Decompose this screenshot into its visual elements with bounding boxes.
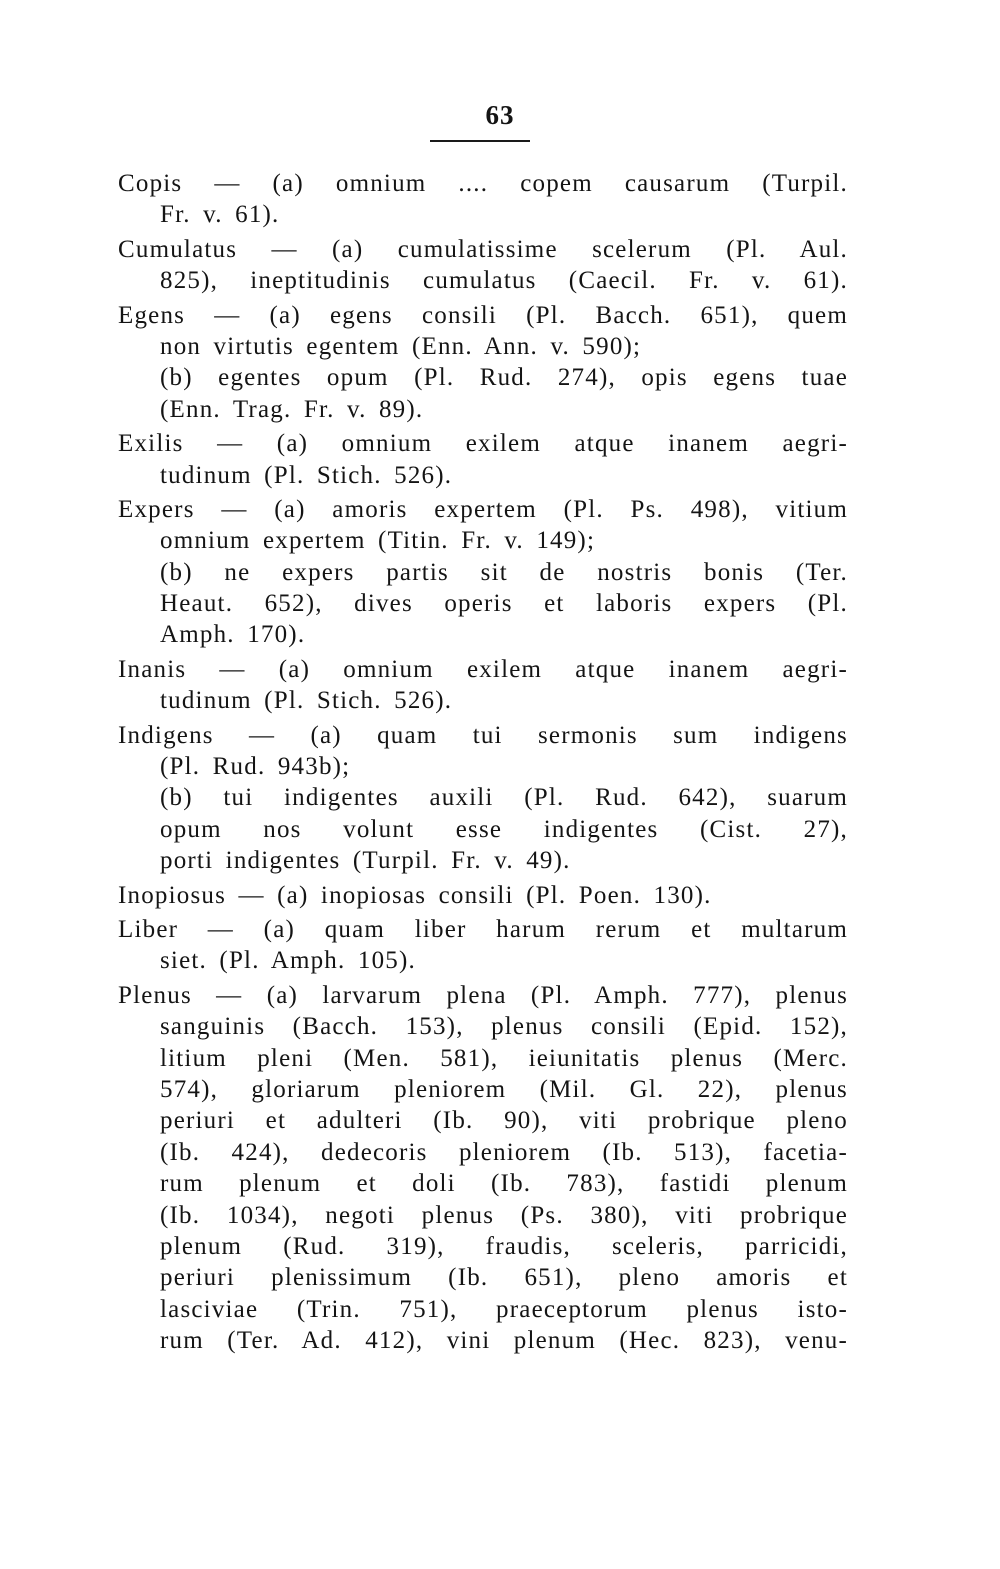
text-line-continuation: (Ib. 424), dedecoris pleniorem (Ib. 513), facetia- bbox=[160, 1138, 848, 1166]
text-line-continuation: opum nos volunt esse indigentes (Cist. 27), bbox=[160, 815, 848, 843]
text-line-continuation: (Pl. Rud. 943b); bbox=[160, 753, 351, 781]
text-line-continuation: Heaut. 652), dives operis et laboris expers (Pl. bbox=[160, 590, 848, 618]
text-line-entry: Indigens — (a) quam tui sermonis sum indigens bbox=[118, 721, 848, 749]
body-text bbox=[118, 168, 848, 1356]
text-line-continuation: periuri et adulteri (Ib. 90), viti probrique pleno bbox=[160, 1107, 848, 1135]
text-line-continuation: periuri plenissimum (Ib. 651), pleno amoris et bbox=[160, 1264, 848, 1292]
text-line-entry: Expers — (a) amoris expertem (Pl. Ps. 498), vitium bbox=[118, 495, 848, 523]
text-line-continuation: (Enn. Trag. Fr. v. 89). bbox=[160, 395, 424, 423]
text-line-continuation: 825), ineptitudinis cumulatus (Caecil. Fr. v. 61). bbox=[160, 267, 848, 295]
text-line-continuation: porti indigentes (Turpil. Fr. v. 49). bbox=[160, 847, 571, 875]
text-line-continuation: litium pleni (Men. 581), ieiunitatis plenus (Merc. bbox=[160, 1044, 848, 1072]
header-rule bbox=[430, 140, 530, 142]
text-line-continuation: lasciviae (Trin. 751), praeceptorum plenus isto- bbox=[160, 1295, 848, 1323]
text-line-continuation: Amph. 170). bbox=[160, 621, 306, 649]
text-line-continuation: (b) ne expers partis sit de nostris bonis (Ter. bbox=[160, 558, 848, 586]
text-line-entry: Inopiosus — (a) inopiosas consili (Pl. Poen. 130). bbox=[118, 881, 712, 909]
text-line-entry: Copis — (a) omnium .... copem causarum (Turpil. bbox=[118, 170, 848, 197]
text-line-entry: Plenus — (a) larvarum plena (Pl. Amph. 777), plenus bbox=[118, 981, 848, 1009]
text-line-continuation: 574), gloriarum pleniorem (Mil. Gl. 22), plenus bbox=[160, 1075, 848, 1103]
text-line-continuation: (b) egentes opum (Pl. Rud. 274), opis egens tuae bbox=[160, 364, 848, 392]
text-line-continuation: plenum (Rud. 319), fraudis, sceleris, parricidi, bbox=[160, 1232, 848, 1260]
text-line-entry: Inanis — (a) omnium exilem atque inanem aegri- bbox=[118, 655, 848, 683]
text-line-continuation: (b) tui indigentes auxili (Pl. Rud. 642), suarum bbox=[160, 784, 848, 812]
text-line-continuation: (Ib. 1034), negoti plenus (Ps. 380), viti probrique bbox=[160, 1201, 848, 1229]
text-line-continuation: omnium expertem (Titin. Fr. v. 149); bbox=[160, 527, 596, 555]
text-line-continuation: rum plenum et doli (Ib. 783), fastidi plenum bbox=[160, 1170, 848, 1198]
text-line-continuation: rum (Ter. Ad. 412), vini plenum (Hec. 823), venu- bbox=[160, 1327, 848, 1355]
page-number: 63 bbox=[485, 100, 515, 130]
text-line-continuation: siet. (Pl. Amph. 105). bbox=[160, 947, 416, 975]
text-line-entry: Egens — (a) egens consili (Pl. Bacch. 651), quem bbox=[118, 301, 848, 329]
text-line-continuation: non virtutis egentem (Enn. Ann. v. 590); bbox=[160, 332, 642, 360]
text-line-entry: Liber — (a) quam liber harum rerum et multarum bbox=[118, 915, 848, 943]
text-line-entry: Cumulatus — (a) cumulatissime scelerum (Pl. Aul. bbox=[118, 235, 848, 263]
text-line-continuation: tudinum (Pl. Stich. 526). bbox=[160, 687, 453, 715]
text-line-continuation: sanguinis (Bacch. 153), plenus consili (Epid. 152), bbox=[160, 1013, 848, 1041]
text-line-entry: Exilis — (a) omnium exilem atque inanem aegri- bbox=[118, 430, 848, 458]
text-line-continuation: Fr. v. 61). bbox=[160, 201, 280, 229]
text-line-continuation: tudinum (Pl. Stich. 526). bbox=[160, 461, 453, 489]
